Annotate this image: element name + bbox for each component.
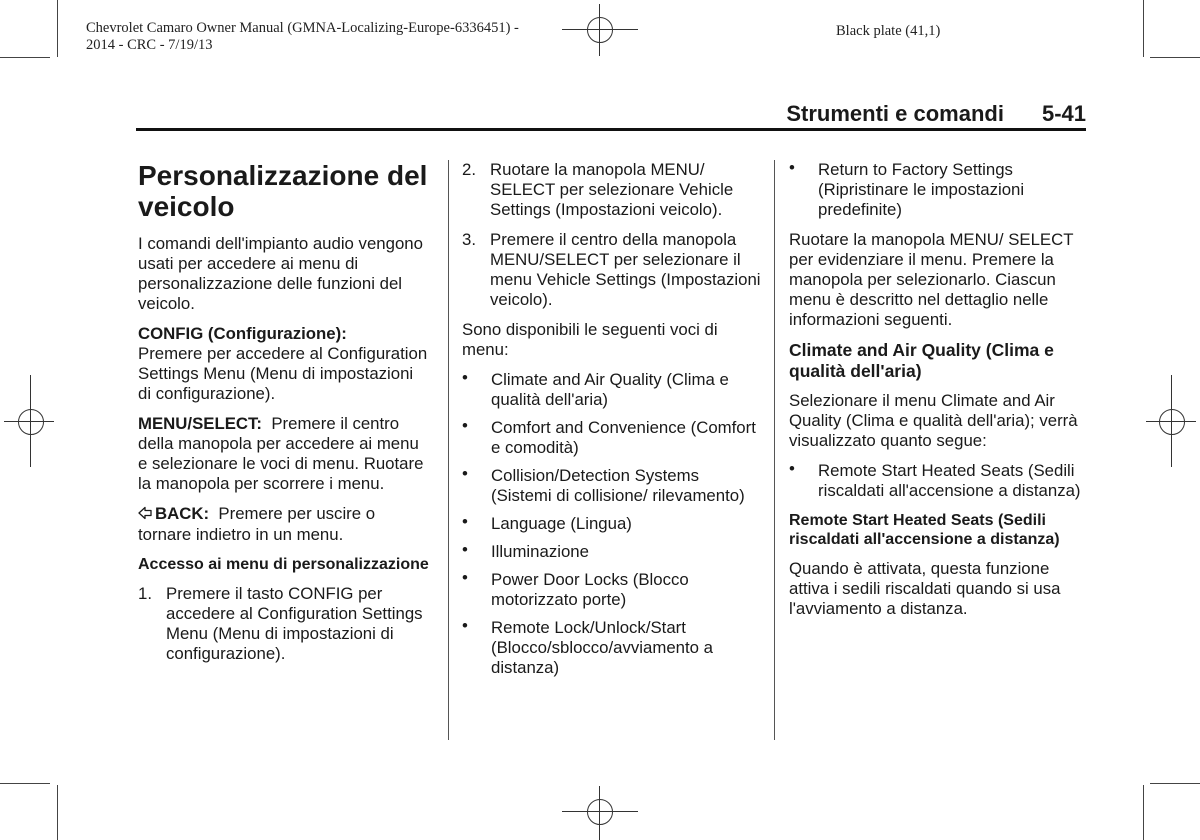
list-item-text: Collision/Detection Systems (Sistemi di collisione/ rilevamento) xyxy=(491,466,745,505)
bullet: • xyxy=(462,568,468,587)
intro-paragraph: I comandi dell'impianto audio vengono usati per accedere ai menu di personalizzazione delle funzioni del veicolo. xyxy=(138,234,423,313)
list-item-text: Remote Lock/Unlock/Start (Blocco/sblocco/avviamento a distanza) xyxy=(491,618,713,677)
list-item-text: Language (Lingua) xyxy=(491,514,632,533)
crop-mark xyxy=(1143,785,1144,840)
bullet: • xyxy=(462,616,468,635)
list-item-text: Power Door Locks (Blocco motorizzato porte) xyxy=(491,570,689,609)
registration-mark xyxy=(4,375,54,467)
bullet: • xyxy=(462,464,468,483)
step-text: Premere il centro della manopola MENU/SELECT per selezionare il menu Vehicle Settings (Impostazioni veicolo). xyxy=(490,230,761,309)
step-text: Ruotare la manopola MENU/ SELECT per selezionare Vehicle Settings (Impostazioni veicolo). xyxy=(490,160,734,219)
menu-select-label: MENU/SELECT: xyxy=(138,414,262,433)
list-item-text: Climate and Air Quality (Clima e qualità dell'aria) xyxy=(491,370,729,409)
list-item-text: Return to Factory Settings (Ripristinare le impostazioni predefinite) xyxy=(818,160,1025,219)
step-text: Premere il tasto CONFIG per accedere al Configuration Settings Menu (Menu di impostazioni di configurazione). xyxy=(166,584,423,663)
bullet: • xyxy=(462,512,468,531)
config-text: Premere per accedere al Configuration Settings Menu (Menu di impostazioni di configurazione). xyxy=(138,344,428,403)
list-item xyxy=(789,461,1087,501)
plate-number: Black plate (41,1) xyxy=(836,23,941,39)
step-2 xyxy=(462,160,764,220)
access-heading: Accesso ai menu di personalizzazione xyxy=(138,556,429,573)
column-3 xyxy=(789,160,1087,629)
bullet: • xyxy=(462,416,468,435)
list-item xyxy=(462,570,764,610)
back-arrow-icon xyxy=(138,505,152,525)
crop-mark xyxy=(1150,57,1200,58)
bullet: • xyxy=(789,158,795,177)
step-number: 3. xyxy=(462,230,476,249)
list-item xyxy=(462,542,764,562)
step-1 xyxy=(138,584,430,664)
crop-mark xyxy=(57,785,58,840)
config-label: CONFIG (Configurazione): xyxy=(138,324,347,343)
step-number: 1. xyxy=(138,584,152,603)
bullet: • xyxy=(462,368,468,387)
list-item xyxy=(462,466,764,506)
rotate-paragraph: Ruotare la manopola MENU/ SELECT per evidenziare il menu. Premere la manopola per selezionarlo. Ciascun menu è descritto nel dettaglio nelle informazioni seguenti. xyxy=(789,230,1074,329)
page-title: Personalizzazione del veicolo xyxy=(138,160,428,222)
step-number: 2. xyxy=(462,160,476,179)
back-text: Premere per uscire o tornare indietro in un menu. xyxy=(138,504,376,544)
crop-mark xyxy=(0,57,50,58)
back-label: BACK: xyxy=(155,504,210,523)
crop-mark xyxy=(1150,783,1200,784)
column-divider xyxy=(774,160,775,740)
list-item xyxy=(462,418,764,458)
column-2 xyxy=(462,160,764,686)
crop-mark xyxy=(57,0,58,57)
plate-line-2: 2014 - CRC - 7/19/13 xyxy=(86,37,213,53)
list-item xyxy=(462,514,764,534)
bullet: • xyxy=(789,459,795,478)
heated-seats-paragraph: Quando è attivata, questa funzione attiva i sedili riscaldati quando si usa l'avviamento a distanza. xyxy=(789,559,1061,618)
step-3 xyxy=(462,230,764,310)
header-rule xyxy=(136,128,1086,131)
back-paragraph xyxy=(138,504,430,545)
registration-mark xyxy=(562,4,638,56)
list-item-text: Remote Start Heated Seats (Sedili riscaldati all'accensione a distanza) xyxy=(818,461,1081,500)
list-item xyxy=(462,370,764,410)
bullet: • xyxy=(462,540,468,559)
registration-mark xyxy=(562,786,638,840)
menu-select-text: Premere il centro della manopola per accedere ai menu e selezionare le voci di menu. Ruotare la manopola per scorrere i menu. xyxy=(138,414,424,493)
crop-mark xyxy=(1143,0,1144,57)
climate-heading: Climate and Air Quality (Clima e qualità dell'aria) xyxy=(789,340,1054,381)
list-item-text: Comfort and Convenience (Comfort e comodità) xyxy=(491,418,756,457)
crop-mark xyxy=(0,783,50,784)
menu-select-paragraph xyxy=(138,414,430,494)
column-divider xyxy=(448,160,449,740)
list-item xyxy=(462,618,764,678)
plate-line-1: Chevrolet Camaro Owner Manual (GMNA-Localizing-Europe-6336451) - xyxy=(86,20,519,36)
running-header xyxy=(136,100,1086,130)
climate-paragraph: Selezionare il menu Climate and Air Quality (Clima e qualità dell'aria); verrà visualizzato quanto segue: xyxy=(789,391,1078,450)
registration-mark xyxy=(1146,375,1196,467)
print-plate-info xyxy=(86,20,519,54)
section-title: Strumenti e comandi xyxy=(786,101,1004,126)
menus-intro: Sono disponibili le seguenti voci di menu: xyxy=(462,320,718,359)
page-number: 5-41 xyxy=(1041,101,1086,126)
config-paragraph xyxy=(138,324,430,404)
list-item xyxy=(789,160,1087,220)
list-item-text: Illuminazione xyxy=(491,542,589,561)
column-1 xyxy=(138,160,430,674)
heated-seats-heading: Remote Start Heated Seats (Sedili riscaldati all'accensione a distanza) xyxy=(789,512,1060,548)
